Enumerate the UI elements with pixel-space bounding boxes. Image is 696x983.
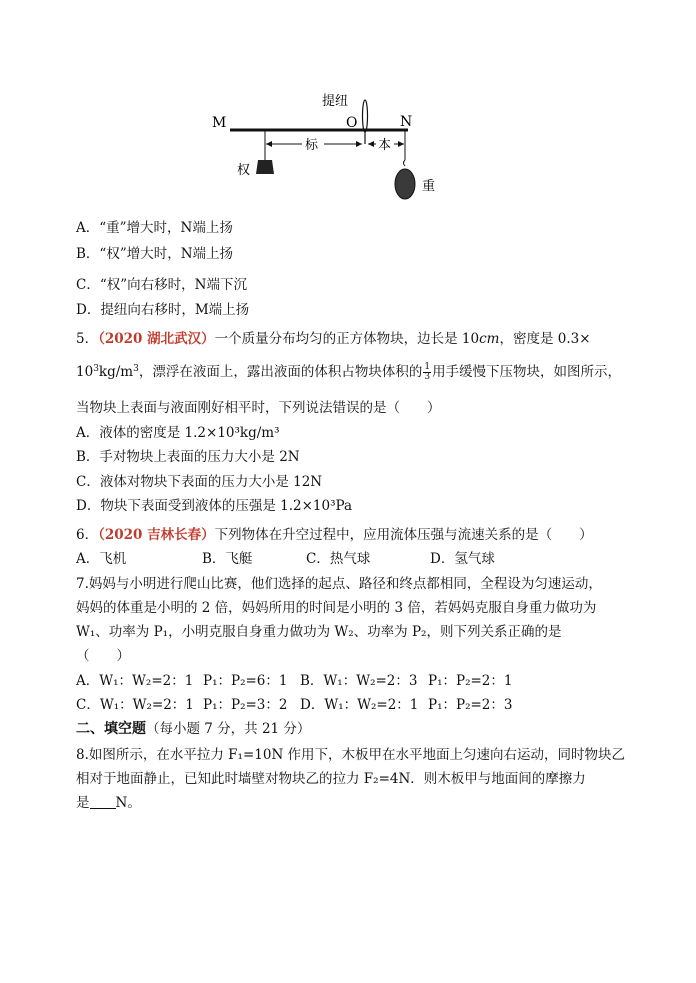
q6-number: 6．	[76, 527, 99, 543]
q6-option-c: C．热气球	[306, 551, 371, 567]
q5-stem-line3: 当物块上表面与液面刚好相平时，下列说法错误的是（ ）	[76, 400, 441, 416]
q5-stem-line1	[76, 330, 591, 348]
q5-stem1-tail: ，密度是 0.3×	[499, 331, 591, 347]
q5-stem2-tail: 用手缓慢下压物块，如图所示，	[432, 364, 622, 380]
q5-stem1: 一个质量分布均匀的正方体物块，边长是 10	[214, 331, 480, 347]
label-tizhu: 提纽	[322, 94, 349, 109]
q6-option-a: A．飞机	[76, 551, 127, 567]
ben-arrow-left	[368, 141, 374, 147]
q7-option-d-p: P₁：P₂=2：3	[428, 697, 513, 713]
q4-option-b: B．“权”增大时，N端上扬	[76, 246, 234, 262]
q4-option-a: A．“重”增大时，N端上扬	[76, 220, 233, 236]
q4-option-d: D．提纽向右移时，M端上扬	[76, 302, 250, 318]
q7-line1: 7.妈妈与小明进行爬山比赛，他们选择的起点、路径和终点都相同，全程设为匀速运动，	[76, 576, 602, 592]
q5-stem2-exp2: 3	[133, 364, 139, 374]
q5-option-b: B．手对物块上表面的压力大小是 2N	[76, 449, 300, 465]
q5-option-a: A．液体的密度是 1.2×10³kg/m³	[76, 425, 280, 441]
label-N: N	[400, 114, 413, 130]
q7-option-a-p: P₁：P₂=6：1	[203, 673, 288, 689]
q5-stem2-rest: ，漂浮在液面上，露出液面的体积占物块体积的	[138, 364, 423, 380]
q5-unit-cm: cm	[479, 331, 500, 347]
q7-option-d-w: D．W₁：W₂=2：1	[300, 697, 419, 713]
q7-option-b-p: P₁：P₂=2：1	[428, 673, 513, 689]
q6-source: （2020 吉林长春）	[98, 527, 215, 543]
q5-option-c: C．液体对物块下表面的压力大小是 12N	[76, 474, 323, 490]
quan-weight	[256, 160, 274, 174]
q4-option-c: C．“权”向右移时，N端下沉	[76, 277, 247, 293]
biao-arrow-left	[266, 141, 272, 147]
tizhu-handle	[363, 100, 368, 132]
q7-option-b-w: B．W₁：W₂=2：3	[300, 673, 418, 689]
section2-title: 二、填空题	[76, 721, 146, 737]
label-ben: 本	[378, 138, 392, 153]
q8-line2: 相对于地面静止，已知此时墙壁对物块乙的拉力 F₂=4N．则木板甲与地面间的摩擦力	[76, 771, 586, 787]
q5-stem2-mid: kg/m	[98, 364, 134, 380]
label-O: O	[346, 115, 358, 131]
q6-stem-text: 下列物体在升空过程中，应用流体压强与流速关系的是（ ）	[214, 527, 593, 543]
q7-option-c-p: P₁：P₂=3：2	[203, 697, 288, 713]
q7-line2: 妈妈的体重是小明的 2 倍，妈妈所用的时间是小明的 3 倍，若妈妈克服自身重力做功为	[76, 600, 597, 616]
label-biao: 标	[305, 138, 319, 153]
q6-stem	[76, 526, 593, 544]
label-M: M	[212, 115, 227, 131]
q5-stem-line2	[76, 360, 621, 382]
zhong-hook	[404, 160, 406, 166]
answer-blank[interactable]	[90, 795, 116, 809]
fraction-one-third	[423, 363, 431, 382]
ben-arrow-right	[398, 141, 404, 147]
q5-option-d: D．物块下表面受到液体的压强是 1.2×10³Pa	[76, 498, 353, 514]
q5-number: 5．	[76, 331, 99, 347]
q5-source: （2020 湖北武汉）	[98, 331, 215, 347]
zhong-weight	[395, 169, 415, 199]
q8-line3	[76, 794, 141, 812]
q8-line3-post: N。	[115, 795, 141, 811]
frac-denominator: 3	[424, 372, 431, 382]
label-zhong: 重	[422, 179, 436, 194]
biao-arrow-right	[356, 141, 362, 147]
q7-option-c-w: C．W₁：W₂=2：1	[76, 697, 194, 713]
q7-option-a-w: A．W₁：W₂=2：1	[76, 673, 194, 689]
q8-line1: 8.如图所示，在水平拉力 F₁=10N 作用下，木板甲在水平地面上匀速向右运动，同时物块乙	[76, 747, 626, 763]
q6-option-d: D．氢气球	[430, 551, 495, 567]
q7-line4: （ ）	[76, 648, 130, 664]
q7-line3: W₁、功率为 P₁，小明克服自身重力做功为 W₂、功率为 P₂，则下列关系正确的是	[76, 624, 562, 640]
label-quan: 权	[237, 163, 251, 178]
q5-stem2-pre: 10	[76, 364, 94, 380]
frac-numerator: 1	[424, 362, 431, 372]
section2-note: （每小题 7 分，共 21 分）	[146, 721, 311, 737]
q6-option-b: B．飞艇	[202, 551, 253, 567]
q5-stem2-exp: 3	[93, 364, 99, 374]
q8-line3-pre: 是	[76, 795, 90, 811]
section2-heading	[76, 720, 310, 738]
